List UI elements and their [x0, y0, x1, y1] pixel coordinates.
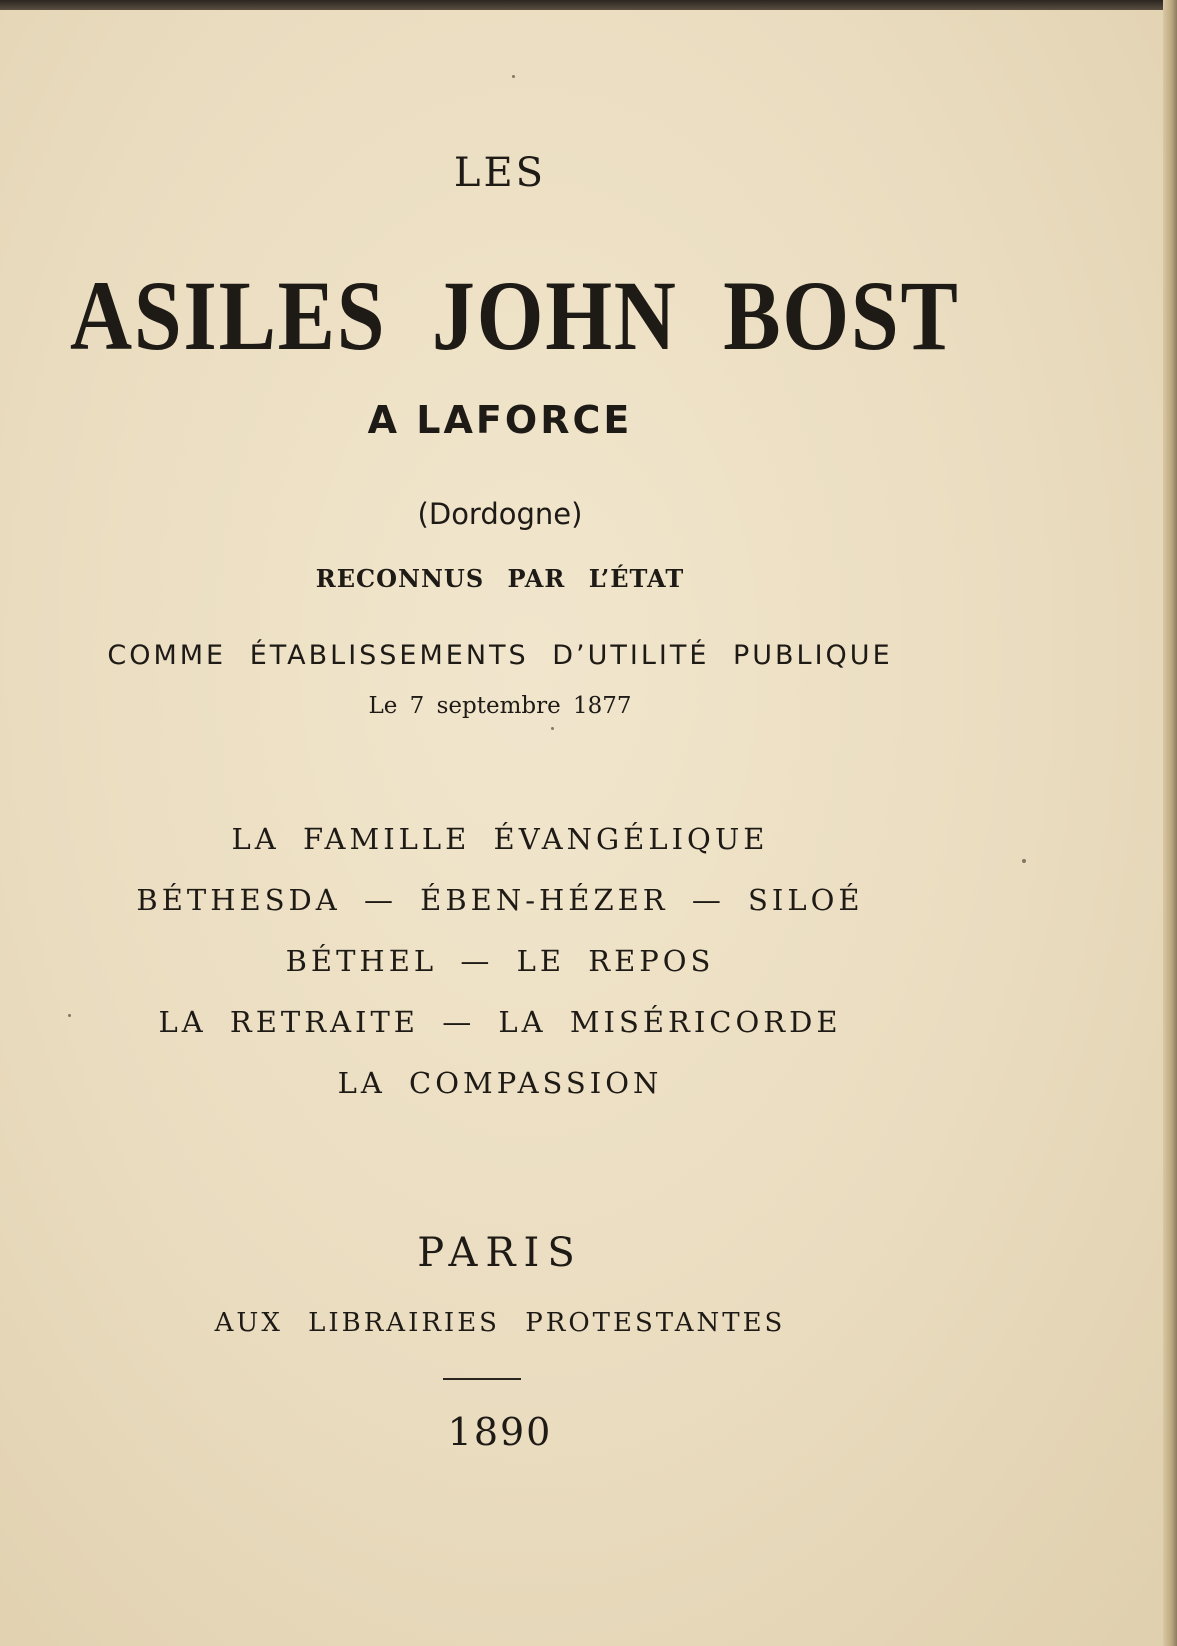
pre-title: LES: [453, 150, 547, 196]
recognition-line: RECONNUS PAR L’ÉTAT: [315, 564, 685, 593]
publisher-line: AUX LIBRAIRIES PROTESTANTES: [214, 1308, 786, 1338]
paper-speck: [512, 75, 515, 78]
institution-line: LA COMPASSION: [337, 1066, 663, 1100]
institution-line: BÉTHESDA — ÉBEN-HÉZER — SILOÉ: [136, 883, 864, 917]
publication-year: 1890: [447, 1410, 553, 1454]
paper-speck: [1022, 859, 1026, 863]
department-line: (Dordogne): [417, 497, 583, 531]
institution-line: LA FAMILLE ÉVANGÉLIQUE: [231, 822, 769, 856]
paper-speck: [551, 727, 554, 730]
paper-speck: [68, 1014, 71, 1017]
page-right-edge: [1163, 0, 1177, 1646]
page-top-edge: [0, 0, 1177, 10]
publication-city: PARIS: [417, 1230, 583, 1276]
institution-line: BÉTHEL — LE REPOS: [285, 944, 715, 978]
separator-rule: [443, 1378, 521, 1380]
recognition-date: Le 7 septembre 1877: [368, 693, 632, 719]
public-utility-line: COMME ÉTABLISSEMENTS D’UTILITÉ PUBLIQUE: [107, 640, 893, 671]
institution-line: LA RETRAITE — LA MISÉRICORDE: [158, 1005, 842, 1039]
main-title: ASILES JOHN BOST: [70, 260, 960, 371]
location-line: A LAFORCE: [367, 398, 633, 442]
